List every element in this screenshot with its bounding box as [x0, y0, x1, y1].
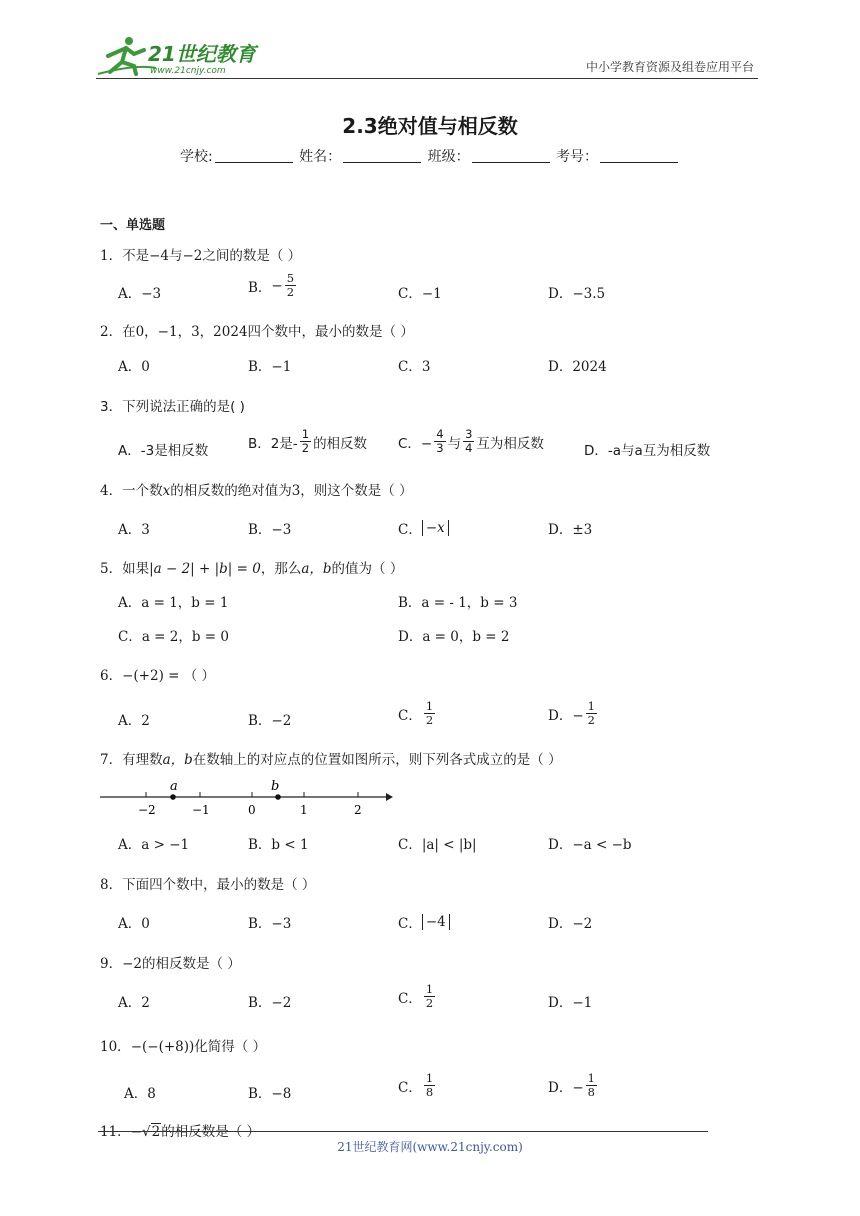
q8-option-d[interactable]: D．−2 — [548, 916, 593, 932]
q3-option-b[interactable]: B．2是- $\frac{1}{2}$ 的相反数 — [248, 427, 368, 456]
q5-option-a[interactable]: A．a = 1，b = 1 — [118, 595, 229, 611]
q5-option-b[interactable]: B．a = - 1，b = 3 — [398, 595, 518, 611]
tick-label: 1 — [300, 803, 308, 817]
q7-option-c[interactable]: C．|a| < |b| — [398, 837, 477, 853]
point-b-label: b — [271, 779, 280, 794]
q6-option-d[interactable]: D．− $\frac{1}{2}$ — [548, 699, 595, 728]
q8-option-b[interactable]: B．−3 — [248, 916, 292, 932]
q2-option-d[interactable]: D．2024 — [548, 359, 607, 375]
class-blank[interactable] — [472, 150, 550, 163]
q9-option-d[interactable]: D．−1 — [548, 995, 593, 1011]
q6-option-c[interactable]: C． $\frac{1}{2}$ — [398, 699, 434, 728]
school-label: 学校: — [179, 149, 213, 165]
q9-option-a[interactable]: A．2 — [118, 995, 150, 1011]
q1-option-d[interactable]: D．−3.5 — [548, 286, 606, 302]
logo — [96, 34, 266, 76]
tick-label: −2 — [138, 803, 156, 817]
point-a-label: a — [170, 779, 178, 794]
school-blank[interactable] — [215, 150, 293, 163]
q4-option-a[interactable]: A．3 — [118, 522, 150, 538]
exam-no-label: 考号： — [556, 149, 599, 165]
question-4: 4．一个数x的相反数的绝对值为3，则这个数是（ ） — [100, 483, 413, 499]
question-1: 1．不是−4与−2之间的数是（ ） — [100, 248, 302, 264]
student-info-line — [0, 146, 860, 166]
name-blank[interactable] — [343, 150, 421, 163]
number-line-arrow-icon — [386, 793, 393, 801]
q10-option-b[interactable]: B．−8 — [248, 1086, 292, 1102]
q4-option-c[interactable]: C． −x — [398, 518, 449, 538]
q5-option-d[interactable]: D．a = 0，b = 2 — [398, 629, 510, 645]
q7-option-d[interactable]: D．−a < −b — [548, 837, 632, 853]
question-9: 9．−2的相反数是（ ） — [100, 956, 241, 972]
question-2: 2．在0，−1，3，2024四个数中，最小的数是（ ） — [100, 324, 414, 340]
q9-option-c[interactable]: C． $\frac{1}{2}$ — [398, 982, 434, 1011]
svg-text:21世纪教育: 21世纪教育 — [148, 42, 256, 66]
q7-option-b[interactable]: B．b < 1 — [248, 837, 309, 853]
question-10: 10．−(−(+8))化简得（ ） — [100, 1039, 267, 1055]
q7-option-a[interactable]: A．a > −1 — [118, 837, 190, 853]
class-label: 班级： — [427, 149, 470, 165]
q8-option-a[interactable]: A．0 — [118, 916, 150, 932]
q3-option-a[interactable]: A．-3是相反数 — [118, 443, 209, 459]
q4-option-d[interactable]: D．±3 — [548, 522, 593, 538]
footer-divider — [98, 1131, 708, 1132]
q2-option-c[interactable]: C．3 — [398, 359, 431, 375]
point-b — [275, 794, 281, 800]
question-8: 8．下面四个数中，最小的数是（ ） — [100, 877, 316, 893]
question-3: 3．下列说法正确的是( ) — [100, 399, 245, 415]
question-6: 6．−(+2) = （ ） — [100, 668, 216, 684]
q6-option-b[interactable]: B．−2 — [248, 713, 292, 729]
tick-label: −1 — [192, 803, 210, 817]
q1-option-c[interactable]: C．−1 — [398, 286, 442, 302]
footer-text[interactable]: 21世纪教育网(www.21cnjy.com) — [337, 1140, 523, 1154]
tick-label: 2 — [354, 803, 362, 817]
document-title: 2.3绝对值与相反数 — [342, 114, 518, 138]
q8-option-c[interactable]: C． −4 — [398, 912, 450, 932]
exam-no-blank[interactable] — [600, 150, 678, 163]
q10-option-d[interactable]: D．− $\frac{1}{8}$ — [548, 1071, 595, 1100]
q10-option-c[interactable]: C． $\frac{1}{8}$ — [398, 1071, 434, 1100]
svg-text:www.21cnjy.com: www.21cnjy.com — [150, 66, 226, 76]
question-7: 7．有理数a，b在数轴上的对应点的位置如图所示，则下列各式成立的是（ ） — [100, 752, 562, 768]
section-heading: 一、单选题 — [100, 218, 166, 233]
point-a — [170, 794, 176, 800]
q2-option-b[interactable]: B．−1 — [248, 359, 292, 375]
q2-option-a[interactable]: A．0 — [118, 359, 150, 375]
question-5: 5．如果|a − 2| + |b| = 0，那么a，b的值为（ ） — [100, 561, 404, 577]
q10-option-a[interactable]: A．8 — [124, 1086, 156, 1102]
q1-option-a[interactable]: A．−3 — [118, 286, 162, 302]
q3-option-c[interactable]: C．− $\frac{4}{3}$ 与 $\frac{3}{4}$ 互为相反数 — [398, 427, 544, 456]
q1-option-b[interactable]: B． − $\frac{5}{2}$ — [248, 271, 295, 300]
number-line-figure — [98, 774, 393, 822]
q9-option-b[interactable]: B．−2 — [248, 995, 292, 1011]
tick-label: 0 — [248, 803, 256, 817]
header-platform-text: 中小学教育资源及组卷应用平台 — [585, 60, 754, 74]
q3-option-d[interactable]: D．-a与a互为相反数 — [584, 443, 711, 459]
q6-option-a[interactable]: A．2 — [118, 713, 150, 729]
question-11: 11．−√2的相反数是（ ） — [100, 1124, 260, 1140]
name-label: 姓名： — [299, 149, 342, 165]
q5-option-c[interactable]: C．a = 2，b = 0 — [118, 629, 229, 645]
page-header — [96, 34, 758, 79]
q4-option-b[interactable]: B．−3 — [248, 522, 292, 538]
